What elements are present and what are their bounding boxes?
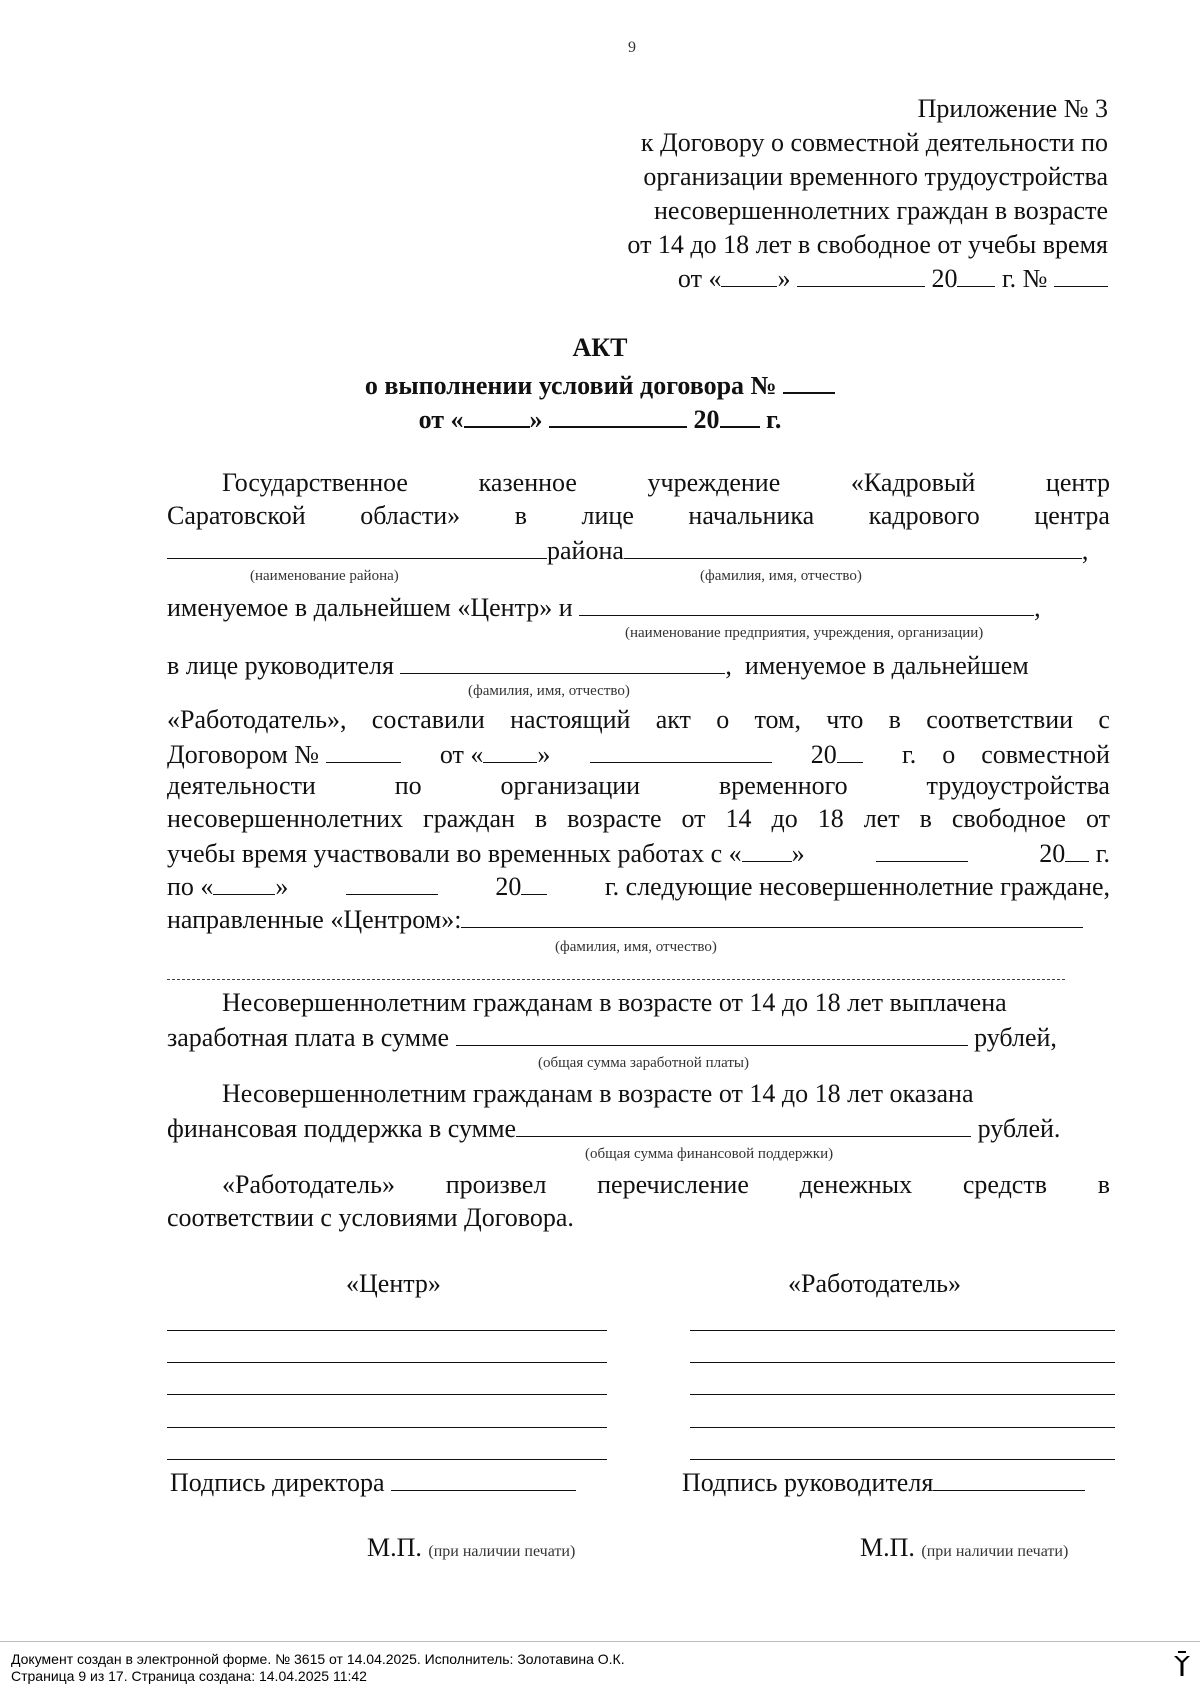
po-year-part <box>495 872 547 900</box>
appendix-line: от 14 до 18 лет в свободное от учебы время <box>627 230 1108 259</box>
body-word: том, <box>754 705 801 734</box>
appendix-title: Приложение № 3 <box>917 94 1108 123</box>
body-word: средств <box>962 1170 1047 1199</box>
mp-left <box>367 1535 575 1561</box>
fin-line-2 <box>167 1114 1060 1142</box>
act-date <box>0 404 1200 433</box>
dogovor-ot-text: от « <box>439 740 484 769</box>
fin-rub: рублей. <box>977 1114 1061 1143</box>
po-part <box>167 872 288 900</box>
mp-left-note: (при наличии печати) <box>428 1543 576 1560</box>
footer-line-2: Страница 9 из 17. Страница создана: 14.04.2025 11:42 <box>11 1668 367 1684</box>
body-word: лице <box>581 501 634 530</box>
appendix-date-line <box>627 262 1108 296</box>
body-word: по <box>394 771 422 800</box>
body-word: соответствии <box>926 705 1074 734</box>
body-word: настоящий <box>510 705 631 734</box>
body-line-12 <box>167 905 1083 933</box>
body-word: области» <box>360 501 461 530</box>
body-word: г. <box>901 740 917 769</box>
act-year-blank <box>720 404 760 428</box>
body-word: «Работодатель», <box>167 705 347 734</box>
appendix-line: к Договору о совместной деятельности по <box>640 128 1108 157</box>
imenuemoe-text: именуемое в дальнейшем «Центр» и <box>167 593 573 622</box>
rayona-text: района <box>547 536 624 565</box>
head-fio-blank <box>400 651 725 674</box>
mp-right-note: (при наличии печати) <box>921 1543 1069 1560</box>
dogovor-part <box>167 740 401 768</box>
act-subtitle-text: о выполнении условий договора № <box>364 371 777 400</box>
fin-line-1: Несовершеннолетним гражданам в возрасте от 14 до 18 лет оказана <box>222 1079 974 1108</box>
body-word: денежных <box>799 1170 913 1199</box>
imenuemoe2-text: именуемое в дальнейшем <box>744 651 1029 680</box>
footer <box>11 1651 625 1685</box>
act-day-blank <box>464 404 530 428</box>
footer-line-1: Документ создан в электронной форме. № 3615 от 14.04.2025. Исполнитель: Золотавина О.К. <box>11 1651 625 1667</box>
act-year: 20 <box>693 405 720 434</box>
sig-left-sign-blank <box>391 1468 576 1491</box>
sig-left-line <box>167 1459 607 1460</box>
body-word: акт <box>655 705 691 734</box>
body-word: в <box>888 705 901 734</box>
zp-line-1: Несовершеннолетним гражданам в возрасте от 14 до 18 лет выплачена <box>222 988 1007 1017</box>
body-word: до <box>771 804 798 833</box>
body-word: свободное <box>951 804 1066 833</box>
ucheb-year-part <box>1039 839 1110 867</box>
sig-right-line <box>690 1362 1115 1363</box>
body-word: учреждение <box>647 468 781 497</box>
dogovor-year-blank <box>837 740 863 763</box>
ucheb-text: учебы время участвовали во временных работах с « <box>167 839 742 868</box>
dogovor-date-part <box>440 740 551 768</box>
body-word: составили <box>371 705 485 734</box>
po-month-blank <box>346 872 438 895</box>
caption-fio-2: (фамилия, имя, отчество) <box>468 683 630 699</box>
body-word: Саратовской <box>167 501 306 530</box>
po-day-blank <box>213 872 275 895</box>
sig-right-line <box>690 1330 1115 1331</box>
sig-left-line <box>167 1427 607 1428</box>
per-line-1 <box>222 1172 1110 1198</box>
sig-right-sign-text: Подпись руководителя <box>682 1468 934 1497</box>
sig-right-sign <box>682 1468 1085 1496</box>
act-g: г. <box>766 405 782 434</box>
appendix-quote-close: » <box>777 264 791 293</box>
ucheb-year-blank <box>1065 839 1089 862</box>
appendix-quote-open: « <box>708 264 722 293</box>
body-line-5: в лице руководителя , именуемое в дальнейшем <box>167 651 1029 680</box>
caption-rayon: (наименование района) <box>250 568 399 584</box>
rayon-blank <box>167 536 547 559</box>
po-text: по « <box>167 872 214 901</box>
po-year: 20 <box>495 872 522 901</box>
v-lice-text: в лице руководителя <box>167 651 394 680</box>
body-word: трудоустройства <box>926 771 1110 800</box>
body-word: Государственное <box>222 468 408 497</box>
po-year-blank <box>521 872 547 895</box>
body-word: что <box>826 705 864 734</box>
dogovor-year: 20 <box>810 740 837 769</box>
body-word: в <box>514 501 527 530</box>
body-word: казенное <box>478 468 577 497</box>
body-word: граждан <box>423 804 515 833</box>
appendix-year-blank <box>957 264 995 287</box>
act-month-blank <box>549 404 687 428</box>
fin-text: финансовая поддержка в сумме <box>167 1114 517 1143</box>
body-word: 18 <box>817 804 844 833</box>
napr-blank <box>461 905 1083 928</box>
ucheb-month-blank <box>876 839 968 862</box>
names-blank-line <box>167 979 1065 980</box>
page-number: 9 <box>628 39 636 56</box>
body-line-4: именуемое в дальнейшем «Центр» и , <box>167 593 1041 622</box>
body-word: о <box>716 705 730 734</box>
appendix-day-blank <box>721 264 777 287</box>
per-line-2: соответствии с условиями Договора. <box>167 1203 574 1232</box>
body-word: кадрового <box>868 501 980 530</box>
body-word: «Кадровый <box>850 468 976 497</box>
napr-text: направленные «Центром»: <box>167 905 462 934</box>
mp-right <box>860 1535 1068 1561</box>
po-rest-text: г. следующие несовершеннолетние граждане, <box>604 872 1110 901</box>
emblem-icon <box>1172 1648 1192 1678</box>
caption-fio: (фамилия, имя, отчество) <box>700 568 862 584</box>
fin-sum-blank <box>516 1114 971 1137</box>
body-word: от <box>1085 804 1110 833</box>
dogovor-day-blank <box>483 740 537 763</box>
body-word: центра <box>1034 501 1110 530</box>
dogovor-rest <box>902 742 1110 768</box>
dogovor-quote: » <box>537 740 551 769</box>
dogovor-month-blank <box>590 740 772 763</box>
body-word: организации <box>500 771 641 800</box>
sig-left-line <box>167 1362 607 1363</box>
body-line-3: района , <box>167 536 1088 564</box>
appendix-number-blank <box>1054 264 1108 287</box>
body-line-7 <box>167 740 1110 768</box>
body-word: о <box>942 740 956 769</box>
appendix-header <box>627 92 1108 296</box>
ucheb-part <box>167 839 805 867</box>
body-word: 14 <box>725 804 752 833</box>
caption-fin: (общая сумма финансовой поддержки) <box>585 1146 834 1162</box>
footer-divider <box>0 1641 1200 1642</box>
appendix-year: 20 <box>931 264 958 293</box>
body-word: начальника <box>688 501 815 530</box>
ucheb-g: г. <box>1095 839 1110 868</box>
sig-right-sign-blank <box>933 1468 1085 1491</box>
zp-sum-blank <box>456 1023 968 1046</box>
act-quote-close: » <box>529 405 543 434</box>
sig-left-line <box>167 1394 607 1395</box>
org-blank <box>579 593 1034 616</box>
dogovor-year-part <box>811 740 863 768</box>
ucheb-day-blank <box>742 839 792 862</box>
body-word: произвел <box>445 1170 547 1199</box>
sig-right-line <box>690 1427 1115 1428</box>
body-word: совместной <box>981 740 1110 769</box>
body-line-11 <box>167 872 1110 900</box>
sig-left-line <box>167 1330 607 1331</box>
appendix-month-blank <box>797 264 925 287</box>
ucheb-quote: » <box>791 839 805 868</box>
body-word: деятельности <box>167 771 316 800</box>
act-number-blank <box>783 370 835 394</box>
body-word: лет <box>863 804 900 833</box>
body-word: перечисление <box>597 1170 749 1199</box>
body-word: от <box>681 804 706 833</box>
appendix-g-no: г. № <box>1001 264 1048 293</box>
caption-org: (наименование предприятия, учреждения, организации) <box>625 625 984 641</box>
body-line-2 <box>167 503 1110 529</box>
dogovor-no-text: Договором № <box>167 740 320 769</box>
body-line-9 <box>167 806 1110 832</box>
sig-right-title: «Работодатель» <box>788 1269 961 1298</box>
sig-left-title: «Центр» <box>346 1269 441 1298</box>
body-line-10 <box>167 839 1110 867</box>
body-word: в <box>1097 1170 1110 1199</box>
body-word: несовершеннолетних <box>167 804 404 833</box>
zp-line-2 <box>167 1023 1057 1051</box>
body-line-8 <box>167 773 1110 799</box>
dogovor-number-blank <box>326 740 401 763</box>
body-word: в <box>919 804 932 833</box>
body-word: возрасте <box>567 804 662 833</box>
mp-left-text: М.П. <box>367 1533 422 1562</box>
body-word: в <box>534 804 548 833</box>
appendix-line: организации временного трудоустройства <box>643 162 1108 191</box>
body-word: «Работодатель» <box>222 1170 395 1199</box>
caption-fio-3: (фамилия, имя, отчество) <box>555 939 717 955</box>
body-word: центр <box>1045 468 1110 497</box>
zp-rub: рублей, <box>974 1023 1057 1052</box>
act-title: АКТ <box>572 333 628 362</box>
sig-left-sign-text: Подпись директора <box>170 1468 385 1497</box>
sig-right-line <box>690 1394 1115 1395</box>
fio-blank <box>624 536 1082 559</box>
body-line-1 <box>222 470 1110 496</box>
act-subtitle <box>0 370 1200 399</box>
po-quote: » <box>275 872 289 901</box>
caption-zp: (общая сумма заработной платы) <box>538 1055 749 1071</box>
appendix-line: несовершеннолетних граждан в возрасте <box>653 196 1108 225</box>
body-word: временного <box>718 771 848 800</box>
sig-left-sign <box>170 1468 576 1496</box>
zp-text: заработная плата в сумме <box>167 1023 450 1052</box>
ucheb-year: 20 <box>1039 839 1066 868</box>
sig-right-line <box>690 1459 1115 1460</box>
act-date-ot: от « <box>418 405 464 434</box>
body-word: с <box>1098 705 1110 734</box>
appendix-ot: от <box>677 264 702 293</box>
mp-right-text: М.П. <box>860 1533 915 1562</box>
body-line-6 <box>167 707 1110 733</box>
appendix-lines <box>627 126 1108 262</box>
